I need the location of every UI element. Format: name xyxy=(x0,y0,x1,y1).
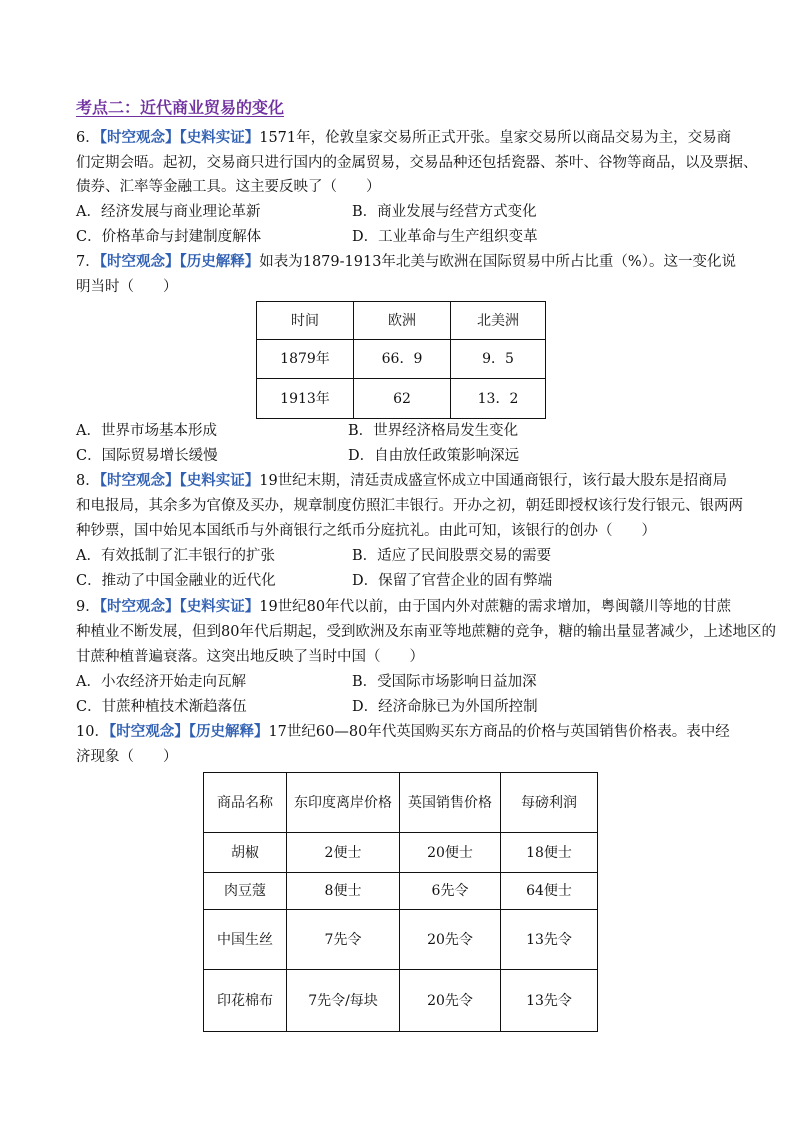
q8-line2: 和电报局，其余多为官僚及买办，规章制度仿照汇丰银行。开办之初，朝廷即授权该行发行银元、银两两 xyxy=(76,498,743,514)
q8-option-c: C．推动了中国金融业的近代化 xyxy=(76,573,276,589)
q9-option-a: A．小农经济开始走向瓦解 xyxy=(76,674,246,690)
table-row xyxy=(257,340,546,379)
q9-number: 9． xyxy=(76,599,100,615)
q7-option-d: D．自由放任政策影响深远 xyxy=(348,448,520,464)
table-cell: 13．2 xyxy=(451,379,546,419)
q7-number: 7． xyxy=(76,254,100,270)
table-cell: 2便士 xyxy=(287,833,400,873)
q8-number: 8． xyxy=(76,473,100,489)
table-cell: 62 xyxy=(354,379,451,419)
table-cell: 1913年 xyxy=(257,379,354,419)
q6-line1 xyxy=(76,128,731,148)
q10-line1 xyxy=(76,722,730,742)
table-cell: 13先令 xyxy=(501,910,598,970)
q8-line3: 种钞票，国中始见本国纸币与外商银行之纸币分庭抗礼。由此可知，该银行的创办（ ） xyxy=(76,523,656,539)
table-cell: 中国生丝 xyxy=(204,910,287,970)
table-header-cell: 欧洲 xyxy=(354,302,451,340)
table-header-cell: 东印度离岸价格 xyxy=(287,773,400,833)
table-row xyxy=(204,873,598,910)
q9-tag2: 【史料实证】 xyxy=(179,598,260,615)
table-cell: 13先令 xyxy=(501,970,598,1032)
q8-line1 xyxy=(76,471,727,491)
q10-line2: 济现象（ ） xyxy=(76,749,178,765)
q8-tag2: 【史料实证】 xyxy=(179,472,260,489)
q6-number: 6． xyxy=(76,130,100,146)
table-cell: 20便士 xyxy=(400,833,501,873)
q6-tag1: 【时空观念】 xyxy=(99,129,180,146)
table-cell: 印花棉布 xyxy=(204,970,287,1032)
table-cell: 7先令/每块 xyxy=(287,970,400,1032)
table-row xyxy=(204,970,598,1032)
q10-table xyxy=(203,772,598,1032)
q6-text1: 1571年，伦敦皇家交易所正式开张。皇家交易所以商品交易为主，交易商 xyxy=(259,130,732,146)
q10-text1: 17世纪60—80年代英国购买东方商品的价格与英国销售价格表。表中经 xyxy=(268,724,730,740)
q9-option-b: B．受国际市场影响日益加深 xyxy=(352,674,537,690)
q8-option-a: A．有效抵制了汇丰银行的扩张 xyxy=(76,548,275,564)
section-title: 考点二：近代商业贸易的变化 xyxy=(76,98,285,117)
q9-text1: 19世纪80年代以前，由于国内外对蔗糖的需求增加，粤闽赣川等地的甘蔗 xyxy=(259,599,732,615)
q7-option-c: C．国际贸易增长缓慢 xyxy=(76,448,218,464)
q8-text1: 19世纪末期，清廷责成盛宣怀成立中国通商银行，该行最大股东是招商局 xyxy=(259,473,728,489)
table-cell: 64便士 xyxy=(501,873,598,910)
q9-option-c: C．甘蔗种植技术渐趋落伍 xyxy=(76,699,247,715)
table-header-cell: 商品名称 xyxy=(204,773,287,833)
table-cell: 9．5 xyxy=(451,340,546,379)
q6-tag2: 【史料实证】 xyxy=(179,129,260,146)
table-cell: 20先令 xyxy=(400,970,501,1032)
q8-tag1: 【时空观念】 xyxy=(99,472,180,489)
table-cell: 7先令 xyxy=(287,910,400,970)
q8-option-d: D．保留了官营企业的固有弊端 xyxy=(352,573,553,589)
table-cell: 20先令 xyxy=(400,910,501,970)
table-cell: 1879年 xyxy=(257,340,354,379)
table-row xyxy=(257,302,546,340)
table-cell: 18便士 xyxy=(501,833,598,873)
table-cell: 8便士 xyxy=(287,873,400,910)
q8-option-b: B．适应了民间股票交易的需要 xyxy=(352,548,552,564)
table-row xyxy=(204,773,598,833)
q6-line3: 债券、汇率等金融工具。这主要反映了（ ） xyxy=(76,179,381,195)
q9-line3: 甘蔗种植普遍衰落。这突出地反映了当时中国（ ） xyxy=(76,649,424,665)
q6-option-b: B．商业发展与经营方式变化 xyxy=(352,204,537,220)
q7-option-b: B．世界经济格局发生变化 xyxy=(348,423,519,439)
table-row xyxy=(257,379,546,419)
table-row xyxy=(204,910,598,970)
table-cell: 66．9 xyxy=(354,340,451,379)
table-row xyxy=(204,833,598,873)
q9-tag1: 【时空观念】 xyxy=(99,598,180,615)
table-header-cell: 时间 xyxy=(257,302,354,340)
table-header-cell: 每磅利润 xyxy=(501,773,598,833)
q6-line2: 们定期会晤。起初，交易商只进行国内的金属贸易，交易品种还包括瓷器、茶叶、谷物等商品，以及票据、 xyxy=(76,155,758,171)
table-cell: 肉豆蔻 xyxy=(204,873,287,910)
q7-option-a: A．世界市场基本形成 xyxy=(76,423,217,439)
table-cell: 6先令 xyxy=(400,873,501,910)
q6-option-d: D．工业革命与生产组织变革 xyxy=(352,229,538,245)
q10-tag2: 【历史解释】 xyxy=(188,723,269,740)
q7-line1 xyxy=(76,252,736,272)
q7-tag1: 【时空观念】 xyxy=(99,253,180,270)
q10-tag1: 【时空观念】 xyxy=(108,723,189,740)
q7-table xyxy=(256,301,546,419)
q9-option-d: D．经济命脉已为外国所控制 xyxy=(352,699,538,715)
q7-line2: 明当时（ ） xyxy=(76,279,178,295)
q6-option-c: C．价格革命与封建制度解体 xyxy=(76,229,262,245)
q9-line2: 种植业不断发展，但到80年代后期起，受到欧洲及东南亚等地蔗糖的竞争，糖的输出量显著减少，上述地区的 xyxy=(76,624,776,640)
table-cell: 胡椒 xyxy=(204,833,287,873)
q9-line1 xyxy=(76,597,731,617)
table-header-cell: 英国销售价格 xyxy=(400,773,501,833)
q7-text1: 如表为1879-1913年北美与欧洲在国际贸易中所占比重（%）。这一变化说 xyxy=(259,254,736,270)
q10-number: 10． xyxy=(76,724,109,740)
table-header-cell: 北美洲 xyxy=(451,302,546,340)
q7-tag2: 【历史解释】 xyxy=(179,253,260,270)
q6-option-a: A．经济发展与商业理论革新 xyxy=(76,204,261,220)
